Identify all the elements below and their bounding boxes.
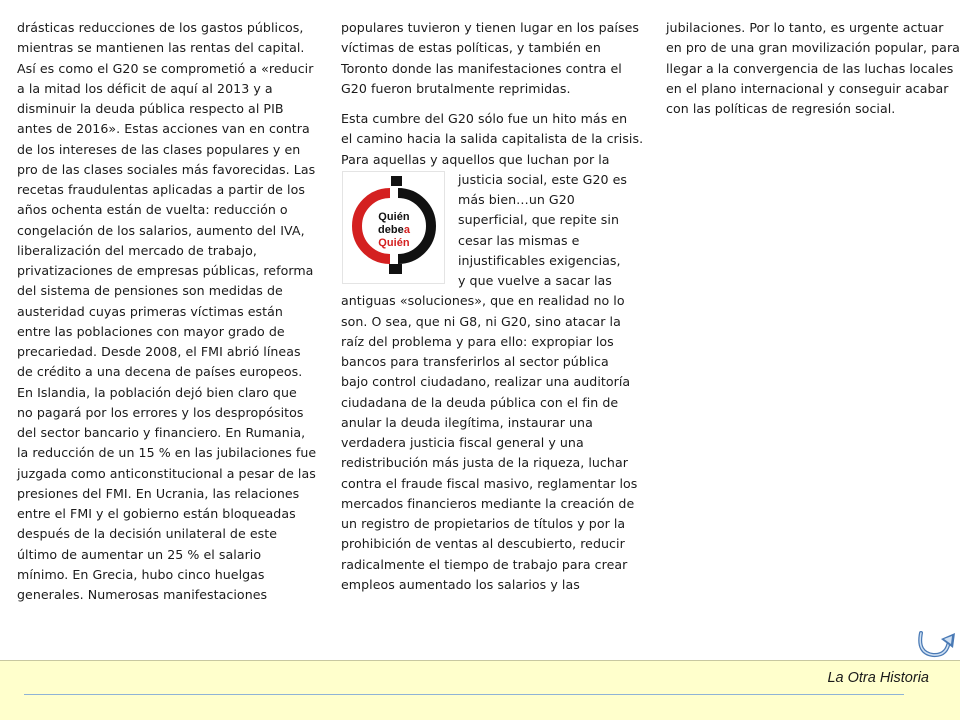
text-line: de crédito a una decena de países europeos. [17, 364, 303, 380]
text-line: Para aquellas y aquellos que luchan por la [341, 151, 610, 167]
text-line: redistribución más justa de la riqueza, luchar [341, 455, 628, 471]
text-line: entre el FMI y el gobierno están bloqueadas [17, 506, 296, 521]
text-line: mercados financieros mediante la creación de [341, 495, 635, 511]
text-line: a la mitad los déficit de aquí al 2013 y a [17, 80, 273, 96]
text-line: bancos para transferirlos al sector pública [341, 354, 609, 369]
text-column-1 [17, 18, 317, 605]
text-line: injustificables exigencias, [458, 252, 621, 268]
text-line: en el plano internacional y conseguir acabar [666, 80, 949, 96]
text-line: entre las poblaciones con mayor grado de [17, 323, 285, 339]
text-line: antes de 2016». Estas acciones van en contra [17, 121, 310, 137]
return-arrow-icon [913, 627, 957, 659]
text-line: raíz del problema y para ello: expropiar los [341, 333, 614, 349]
text-line: liberalización del mercado de trabajo, [17, 242, 257, 258]
column2-paragraph-1 [341, 18, 639, 99]
text-line: precariedad. Desde 2008, el FMI abrió líneas [17, 344, 301, 359]
text-line: de los intereses de las clases populares y en [17, 141, 301, 157]
text-line: generales. Numerosas manifestaciones [17, 587, 268, 602]
text-line: pro de las clases sociales más favorecidas. Las [17, 161, 316, 177]
column2-paragraph-2 [341, 109, 644, 595]
text-line: años ochenta están de vuelta: reducción o [17, 202, 288, 218]
text-line: Así es como el G20 se comprometió a «reducir [17, 60, 314, 76]
text-line: y que vuelve a sacar las [458, 273, 612, 288]
text-line: después de la decisión unilateral de este [17, 526, 278, 542]
text-line: jubilaciones. Por lo tanto, es urgente actuar [666, 20, 944, 35]
text-line: juzgada como anticonstitucional a pesar de las [17, 465, 316, 481]
logo-bottom-block [389, 264, 402, 274]
column1-paragraph [17, 18, 317, 605]
text-column-3 [666, 18, 960, 119]
text-line: con las políticas de regresión social. [666, 101, 896, 116]
text-line: Esta cumbre del G20 sólo fue un hito más en [341, 111, 628, 126]
text-line: del sector bancario y financiero. En Rumania, [17, 425, 306, 440]
text-line: Toronto donde las manifestaciones contra el [341, 60, 622, 76]
text-line: antiguas «soluciones», que en realidad no lo [341, 293, 625, 309]
text-line: último de aumentar un 25 % el salario [17, 546, 262, 562]
logo-word-3: Quién [378, 236, 410, 249]
text-line: mínimo. En Grecia, hubo cinco huelgas [17, 566, 265, 582]
text-line: contra el fraude fiscal masivo, reglamentar los [341, 475, 638, 491]
text-line: empleos aumentado los salarios y las [341, 576, 580, 592]
text-line: justicia social, este G20 es [458, 171, 628, 187]
text-line: G20 fueron brutalmente reprimidas. [341, 80, 571, 96]
text-line: presiones del FMI. En Ucrania, las relaciones [17, 485, 300, 501]
text-line: En Islandia, la población dejó bien claro que [17, 384, 297, 400]
text-line: víctimas de estas políticas, y también en [341, 40, 601, 56]
text-line: cesar las mismas e [458, 232, 580, 248]
text-line: anular la deuda ilegítima, instaurar una [341, 414, 593, 430]
text-line: en pro de una gran movilización popular, para [666, 40, 960, 56]
text-line: bajo control ciudadano, realizar una auditoría [341, 374, 631, 390]
return-arrow-button[interactable] [913, 627, 957, 659]
text-line: recetas fraudulentas aplicadas a partir de los [17, 182, 305, 197]
quien-debe-a-quien-logo [342, 171, 445, 284]
text-line: un registro de propietarios de títulos y por la [341, 516, 626, 531]
text-line: llegar a la convergencia de las luchas locales [666, 60, 954, 76]
text-line: drásticas reducciones de los gastos públicos, [17, 20, 304, 35]
logo-graphic [343, 172, 444, 283]
footer-bar [0, 660, 960, 720]
footer-divider [24, 694, 904, 695]
text-line: radicalmente el tiempo de trabajo para crear [341, 556, 628, 572]
text-line: la reducción de un 15 % en las jubilaciones fue [17, 445, 317, 461]
text-line: no pagará por los errores y los despropósitos [17, 404, 304, 420]
logo-top-block [391, 176, 402, 186]
text-line: son. O sea, que ni G8, ni G20, sino atacar la [341, 313, 621, 329]
text-line: privatizaciones de empresas públicas, reforma [17, 263, 314, 278]
footer-title: La Otra Historia [827, 670, 929, 686]
text-line: austeridad cuyas primeras víctimas están [17, 303, 283, 319]
text-line: superficial, que repite sin [458, 212, 619, 228]
text-line: ciudadana de la deuda pública con el fin de [341, 394, 619, 410]
text-line: más bien…un G20 [458, 192, 575, 207]
logo-word-2: debea [377, 223, 411, 236]
text-line: prohibición de ventas al descubierto, reducir [341, 536, 625, 552]
logo-word-1: Quién [378, 210, 410, 223]
text-line: congelación de los salarios, aumento del IVA, [17, 222, 305, 238]
text-line: disminuir la deuda pública respecto al PIB [17, 101, 284, 116]
text-line: populares tuvieron y tienen lugar en los países [341, 20, 639, 35]
text-line: del sistema de pensiones son medidas de [17, 283, 283, 299]
text-line: el camino hacia la salida capitalista de la crisis. [341, 131, 644, 147]
text-line: mientras se mantienen las rentas del capital. [17, 40, 305, 56]
column3-paragraph [666, 18, 960, 119]
text-line: verdadera justicia fiscal general y una [341, 435, 584, 450]
text-column-2 [341, 18, 644, 595]
